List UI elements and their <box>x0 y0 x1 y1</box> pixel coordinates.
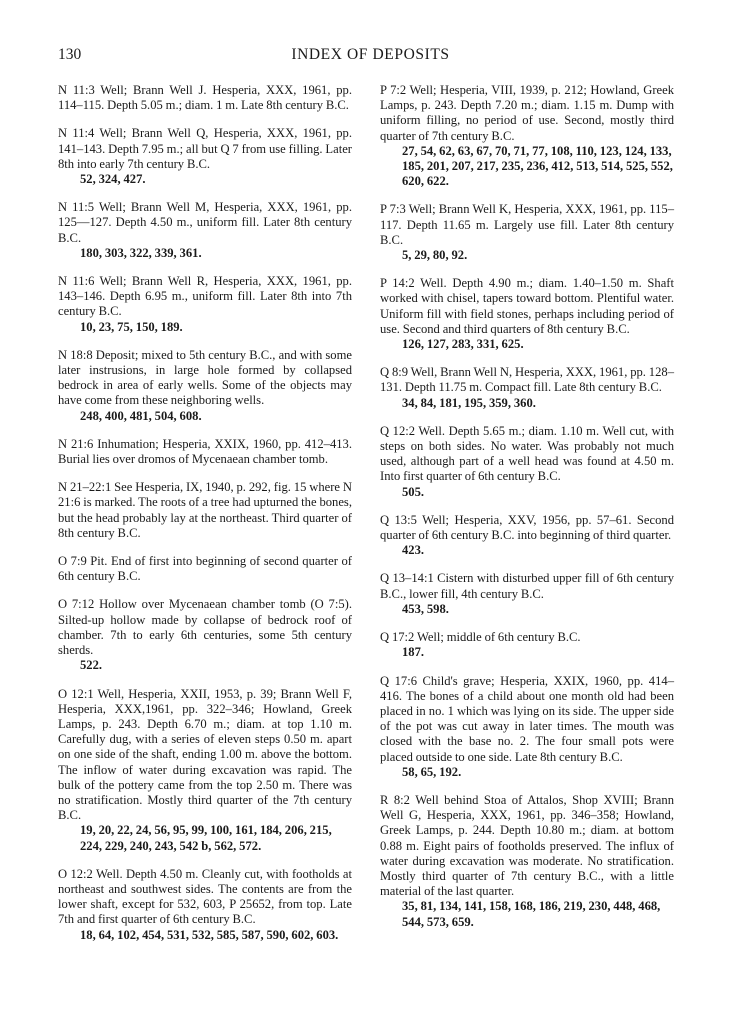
entry-text: R 8:2 Well behind Stoa of Attalos, Shop XVIII; Brann Well G, Hesperia, XXX, 1961, pp. 346–358; Howland, Greek Lamps, p. 244. Depth 10.80 m.; diam. at bottom 0.88 m. Eight pairs of footholds preserved. The influx of water during excavation was moderate. No stratification. Mostly third quarter of 7th century B.C., with a little material of the last quarter. <box>380 792 674 899</box>
entry-text: O 7:12 Hollow over Mycenaean chamber tomb (O 7:5). Silted-up hollow made by collapse of bedrock roof of chamber. 7th to early 6th centuries, some 5th century sherds. <box>58 597 352 658</box>
right-column <box>380 83 674 943</box>
entry-text: Q 17:2 Well; middle of 6th century B.C. <box>380 630 581 645</box>
entry-text: P 7:3 Well; Brann Well K, Hesperia, XXX, 1961, pp. 115–117. Depth 11.65 m. Largely use fill. Later 8th century B.C. <box>380 202 674 247</box>
deposit-entry <box>380 83 674 189</box>
page-number: 130 <box>58 46 82 63</box>
left-column <box>58 83 352 956</box>
entry-text: N 11:5 Well; Brann Well M, Hesperia, XXX, 1961, pp. 125—127. Depth 4.50 m., uniform fill. Later 8th century B.C. <box>58 200 352 245</box>
deposit-entry <box>380 793 674 930</box>
running-title: INDEX OF DEPOSITS <box>291 46 450 63</box>
entry-text: O 12:2 Well. Depth 4.50 m. Cleanly cut, with footholds at northeast and southwest sides. The contents are from the lower shaft, except for 532, 603, P 25652, from top. Late 7th and first quarter of 6th century B.C. <box>58 866 352 927</box>
entry-text: Q 13:5 Well; Hesperia, XXV, 1956, pp. 57–61. Second quarter of 6th century B.C. into beginning of third quarter. <box>380 512 674 543</box>
deposit-entry <box>58 83 352 113</box>
entry-text: O 7:9 Pit. End of first into beginning of second quarter of 6th century B.C. <box>58 554 352 584</box>
catalogue-refs: 505. <box>402 484 425 499</box>
entry-text: N 21:6 Inhumation; Hesperia, XXIX, 1960, pp. 412–413. Burial lies over dromos of Mycenaean chamber tomb. <box>58 436 352 467</box>
entry-text: P 14:2 Well. Depth 4.90 m.; diam. 1.40–1.50 m. Shaft worked with chisel, tapers toward bottom. Plentiful water. Uniform fill with field stones, perhaps including period of use. Second and third quarters of 8th century B.C. <box>380 276 674 336</box>
entry-text: Q 12:2 Well. Depth 5.65 m.; diam. 1.10 m. Well cut, with steps on both sides. No water. Was probably not much used, although part of a well head was found at 4.50 m. Into first quarter of 6th century B.C. <box>380 423 674 484</box>
deposit-entry <box>58 348 352 424</box>
entry-text: N 11:4 Well; Brann Well Q, Hesperia, XXX, 1961, pp. 141–143. Depth 7.95 m.; all but Q 7 from use filling. Later 8th into early 7th century B.C. <box>58 126 352 171</box>
catalogue-refs: 58, 65, 192. <box>402 764 462 779</box>
entry-text: P 7:2 Well; Hesperia, VIII, 1939, p. 212; Howland, Greek Lamps, p. 243. Depth 7.20 m.; diam. 1.15 m. Dump with uniform filling, no period of use. Second, mostly third quarter of 7th century B.C. <box>380 83 674 143</box>
deposit-entry <box>58 867 352 943</box>
deposit-entry <box>58 437 352 467</box>
deposit-entry <box>58 126 352 187</box>
deposit-entry <box>380 424 674 500</box>
deposit-entry <box>380 365 674 411</box>
deposit-entry <box>58 200 352 261</box>
entry-text: N 11:3 Well; Brann Well J. Hesperia, XXX, 1961, pp. 114–115. Depth 5.05 m.; diam. 1 m. Late 8th century B.C. <box>58 83 352 113</box>
catalogue-refs: 248, 400, 481, 504, 608. <box>80 408 202 423</box>
deposit-entry <box>58 597 352 673</box>
catalogue-refs: 34, 84, 181, 195, 359, 360. <box>402 395 536 410</box>
catalogue-refs: 19, 20, 22, 24, 56, 95, 99, 100, 161, 184, 206, 215, 224, 229, 240, 243, 542 b, 562, 572. <box>80 823 332 853</box>
deposit-entry <box>380 630 674 660</box>
catalogue-refs: 187. <box>402 645 425 660</box>
catalogue-refs: 10, 23, 75, 150, 189. <box>80 319 183 334</box>
deposit-entry <box>58 687 352 854</box>
entry-text: N 21–22:1 See Hesperia, IX, 1940, p. 292, fig. 15 where N 21:6 is marked. The roots of a tree had upturned the bones, but the head probably lay at the northeast. Third quarter of 8th century B.C. <box>58 480 352 540</box>
deposit-entry <box>58 480 352 541</box>
catalogue-refs: 27, 54, 62, 63, 67, 70, 71, 77, 108, 110, 123, 124, 133, 185, 201, 207, 217, 235, 236, 412, 513, 514, 525, 552, 620, 622. <box>402 143 673 189</box>
entry-text: O 12:1 Well, Hesperia, XXII, 1953, p. 39; Brann Well F, Hesperia, XXX,1961, pp. 322–346; Howland, Greek Lamps, p. 243. Depth 6.70 m.; diam. at top 1.10 m. Carefully dug, with a series of eleven steps 0.50 m. apart on one side of the shaft, ending 1.00 m. above the bottom. The inflow of water during excavation was rapid. The bulk of the pottery came from the top 2.50 m. There was no stratification. Mostly third quarter of the 7th century B.C. <box>58 686 352 823</box>
deposit-entry <box>58 554 352 584</box>
entry-text: Q 8:9 Well, Brann Well N, Hesperia, XXX, 1961, pp. 128–131. Depth 11.75 m. Compact fill. Late 8th century B.C. <box>380 365 674 395</box>
entry-text: N 18:8 Deposit; mixed to 5th century B.C., and with some later instrusions, in large hole formed by collapsed bedrock in area of early wells. Some of the objects may have come from these neighboring wells. <box>58 347 352 408</box>
catalogue-refs: 423. <box>402 543 425 558</box>
catalogue-refs: 453, 598. <box>402 601 449 616</box>
catalogue-refs: 180, 303, 322, 339, 361. <box>80 245 202 260</box>
deposit-entry <box>58 274 352 335</box>
catalogue-refs: 522. <box>80 658 103 673</box>
entry-text: N 11:6 Well; Brann Well R, Hesperia, XXX, 1961, pp. 143–146. Depth 6.95 m., uniform fill. Later 8th into 7th century B.C. <box>58 274 352 319</box>
catalogue-refs: 18, 64, 102, 454, 531, 532, 585, 587, 590, 602, 603. <box>80 927 339 942</box>
entry-text: Q 17:6 Child's grave; Hesperia, XXIX, 1960, pp. 414–416. The bones of a child about one month old had been placed in no. 1 which was lying on its side. The upper side of the pot was cut away in later times. The mouth was closed with the base no. 2. The four small pots were placed outside to one side. Late 8th century B.C. <box>380 673 674 764</box>
catalogue-refs: 35, 81, 134, 141, 158, 168, 186, 219, 230, 448, 468, 544, 573, 659. <box>402 899 661 929</box>
catalogue-refs: 52, 324, 427. <box>80 172 146 187</box>
deposit-entry <box>380 571 674 617</box>
deposit-entry <box>380 513 674 559</box>
deposit-entry <box>380 276 674 352</box>
deposit-entry <box>380 202 674 263</box>
catalogue-refs: 126, 127, 283, 331, 625. <box>402 337 524 352</box>
catalogue-refs: 5, 29, 80, 92. <box>402 248 468 263</box>
entry-text: Q 13–14:1 Cistern with disturbed upper fill of 6th century B.C., lower fill, 4th century B.C. <box>380 571 674 601</box>
deposit-entry <box>380 674 674 780</box>
page-header <box>58 46 683 66</box>
